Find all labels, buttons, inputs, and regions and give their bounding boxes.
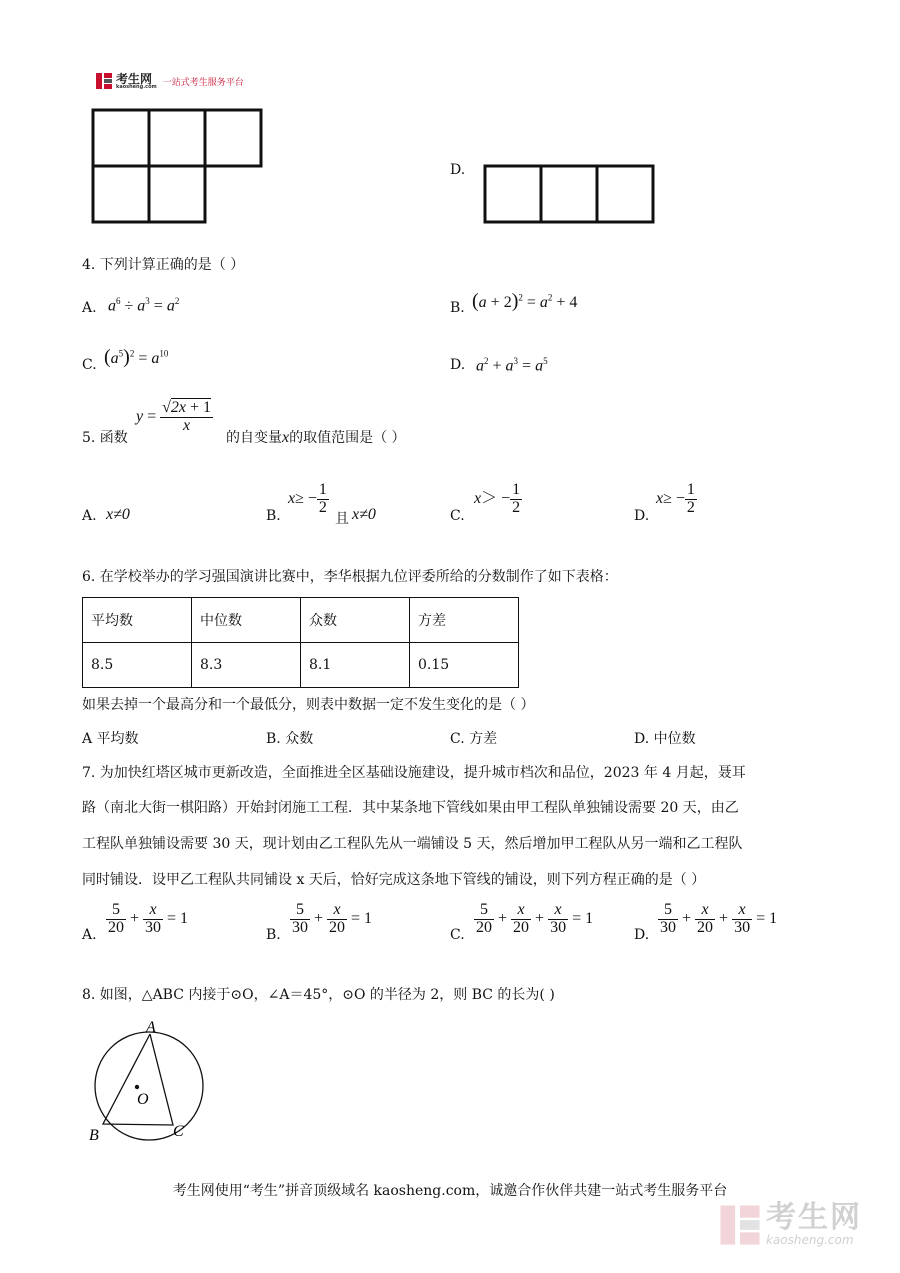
q4-stem: 4. 下列计算正确的是（ ） (82, 257, 245, 273)
kaosheng-watermark-icon (718, 1203, 762, 1247)
q7-option-b-formula: $\frac{5}{30}$ + $\frac{x}{20}$ = 1 (292, 901, 373, 936)
q4-option-c-label: C. (82, 357, 97, 373)
q3-option-d-label: D. (450, 162, 466, 178)
q4-option-c-formula: $(a^5)^2 = a^{10}$ (104, 346, 169, 368)
q3-net-figure-d (482, 163, 655, 225)
q4-option-d-label: D. (450, 357, 466, 373)
q7-line-4: 同时铺设．设甲乙工程队共同铺设 x 天后，恰好完成这条地下管线的铺设，则下列方程正确的是（ ） (82, 872, 706, 888)
q4-option-b-label: B. (450, 300, 465, 316)
logo-slogan: 一站式考生服务平台 (162, 77, 244, 88)
q6-option-b: B. 众数 (266, 731, 314, 747)
center-point (135, 1085, 139, 1089)
q8-stem: 8. 如图，△ABC 内接于⊙O，∠A＝45°，⊙O 的半径为 2，则 BC 的长为( ) (82, 987, 555, 1003)
label-a: A (146, 1019, 156, 1036)
q6-question: 如果去掉一个最高分和一个最低分，则表中数据一定不发生变化的是（ ） (82, 697, 535, 713)
q5-option-a-label: A. (82, 508, 97, 524)
label-c: C (173, 1123, 184, 1140)
q7-line-2: 路（南北大街一棋阳路）开始封闭施工工程．其中某条地下管线如果由甲工程队单独铺设需要 20 天，由乙 (82, 800, 739, 816)
triangle-abc (103, 1034, 173, 1125)
table-header-row (83, 598, 519, 643)
q5-option-a-text: x≠0 (106, 506, 130, 523)
q7-option-d-label: D. (634, 927, 650, 943)
q7-option-c-label: C. (450, 927, 465, 943)
q5-stem-suffix: 的自变量x的取值范围是（ ） (226, 429, 406, 446)
table-cell: 中位数 (192, 598, 301, 643)
q7-option-d-formula: $\frac{5}{30}$ + $\frac{x}{20}$ + $\frac{x}{30}$ = 1 (660, 901, 778, 936)
q5-option-d-label: D. (634, 508, 650, 524)
table-cell: 8.1 (301, 643, 410, 688)
watermark-domain: kaosheng.com (766, 1233, 854, 1247)
table-cell: 方差 (410, 598, 519, 643)
q5-stem-prefix: 5. 函数 (82, 430, 128, 446)
table-cell: 8.5 (83, 643, 192, 688)
q6-option-d: D. 中位数 (634, 731, 696, 747)
q5-option-b-formula: x≥ − $\frac{1}{2}$ (288, 481, 327, 516)
header-logo (95, 72, 244, 90)
q5-option-b-tail: x≠0 (352, 506, 376, 523)
label-o: O (137, 1091, 149, 1108)
logo-domain: kaosheng.com (116, 83, 157, 90)
q4-option-a-label: A. (82, 300, 97, 316)
q6-option-a: A 平均数 (82, 731, 139, 747)
q5-option-b-and: 且 (335, 511, 349, 527)
footer-text: 考生网使用“考生”拼音顶级域名 kaosheng.com，诚邀合作伙伴共建一站式考生服务平台 (172, 1183, 728, 1199)
q7-option-a-label: A. (82, 927, 97, 943)
q5-function: y = $\frac{√2x + 1}{x}$ (136, 399, 212, 434)
q7-option-b-label: B. (266, 927, 281, 943)
table-cell: 众数 (301, 598, 410, 643)
table-cell: 0.15 (410, 643, 519, 688)
q6-option-c: C. 方差 (450, 731, 498, 747)
q4-option-d-formula: $a^2 + a^3 = a^5$ (476, 356, 548, 375)
q6-stem: 6. 在学校举办的学习强国演讲比赛中，李华根据九位评委所给的分数制作了如下表格： (82, 569, 618, 585)
q4-option-b-formula: $(a + 2)^2 = a^2 + 4$ (472, 290, 578, 312)
table-cell: 8.3 (192, 643, 301, 688)
q7-option-c-formula: $\frac{5}{20}$ + $\frac{x}{20}$ + $\frac{x}{30}$ = 1 (476, 901, 594, 936)
q6-stats-table (82, 597, 519, 688)
watermark (718, 1200, 862, 1247)
q7-line-3: 工程队单独铺设需要 30 天，现计划由乙工程队先从一端铺设 5 天，然后增加甲工程队从另一端和乙工程队 (82, 836, 743, 852)
q5-option-c-label: C. (450, 508, 465, 524)
q5-option-c-formula: x＞ − $\frac{1}{2}$ (474, 481, 521, 516)
q3-net-figure-c (90, 108, 265, 226)
watermark-name: 考生网 (766, 1200, 862, 1235)
table-cell: 平均数 (83, 598, 192, 643)
q5-option-d-formula: x≥ − $\frac{1}{2}$ (656, 481, 695, 516)
q8-circle-figure (80, 1016, 220, 1146)
q5-option-b-label: B. (266, 508, 281, 524)
label-b: B (89, 1127, 99, 1144)
kaosheng-logo-icon (95, 72, 113, 90)
q7-line-1: 7. 为加快红塔区城市更新改造，全面推进全区基础设施建设，提升城市档次和品位，2023 年 4 月起，聂耳 (82, 765, 746, 781)
table-row (83, 643, 519, 688)
q4-option-a-formula: $a^6 \div a^3 = a^2$ (108, 296, 180, 315)
logo-name: 考生网 kaosheng.com (116, 71, 157, 90)
q7-option-a-formula: $\frac{5}{20}$ + $\frac{x}{30}$ = 1 (108, 901, 189, 936)
